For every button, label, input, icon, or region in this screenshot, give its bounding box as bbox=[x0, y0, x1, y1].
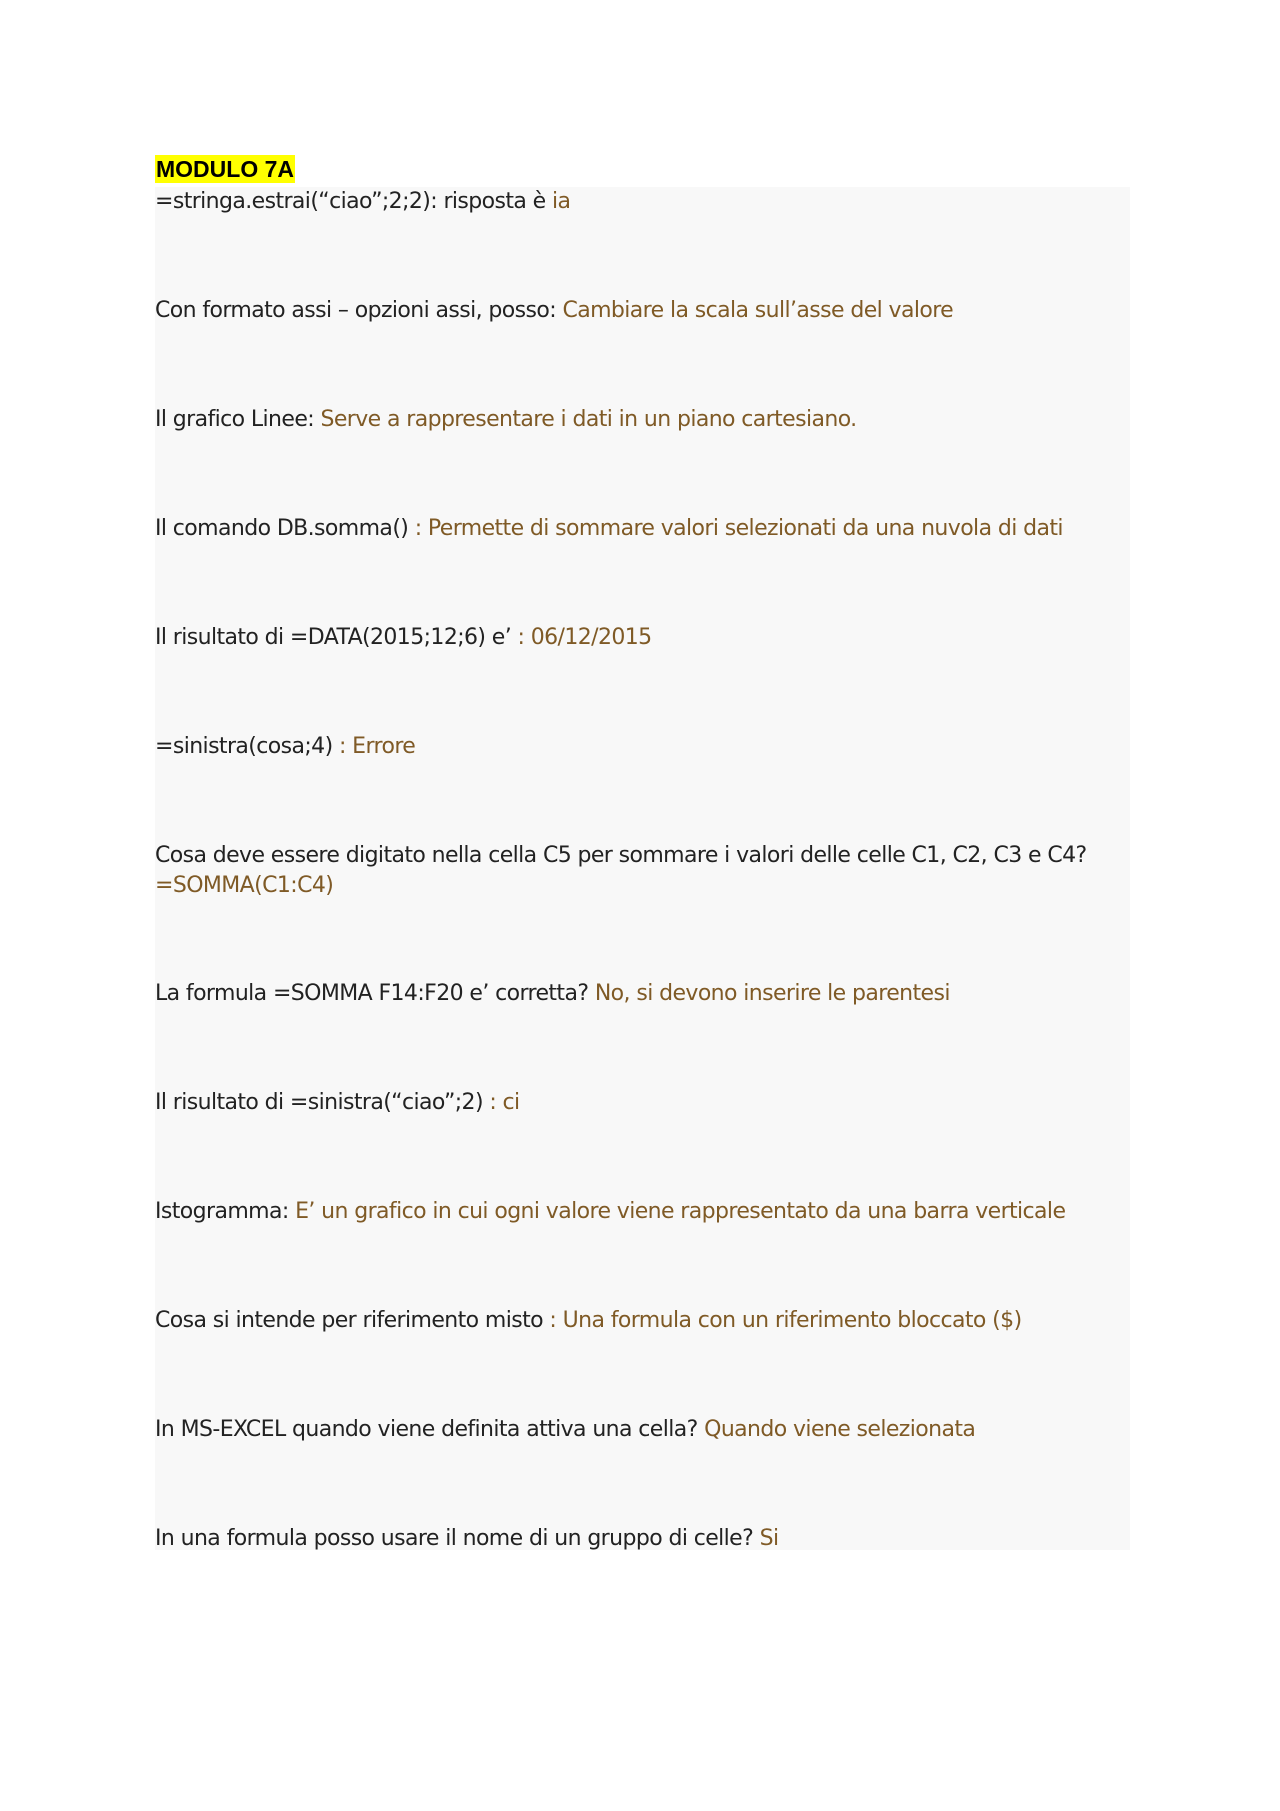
question: =stringa.estrai(“ciao”;2;2): risposta è bbox=[155, 189, 553, 214]
answer: : Errore bbox=[338, 734, 416, 759]
page-title: MODULO 7A bbox=[156, 156, 294, 182]
question: Cosa deve essere digitato nella cella C5 per sommare i valori delle celle C1, C2, C3 e C4? bbox=[155, 843, 1087, 868]
question: Il grafico Linee: bbox=[155, 407, 321, 432]
qa-item-8 bbox=[155, 979, 1130, 1009]
question: Cosa si intende per riferimento misto bbox=[155, 1308, 550, 1333]
qa-item-11 bbox=[155, 1306, 1130, 1336]
qa-item-6 bbox=[155, 732, 1130, 762]
answer: : Una formula con un riferimento bloccato ($) bbox=[549, 1308, 1022, 1333]
answer: Quando viene selezionata bbox=[704, 1417, 976, 1442]
answer: : ci bbox=[489, 1090, 520, 1115]
qa-item-13 bbox=[155, 1524, 1130, 1554]
answer: Cambiare la scala sull’asse del valore bbox=[562, 298, 954, 323]
question: Istogramma: bbox=[155, 1199, 296, 1224]
qa-item-3 bbox=[155, 405, 1130, 435]
question: Il comando DB.somma() bbox=[155, 516, 415, 541]
question: In MS-EXCEL quando viene definita attiva una cella? bbox=[155, 1417, 705, 1442]
qa-item-12 bbox=[155, 1415, 1130, 1445]
question: La formula =SOMMA F14:F20 e’ corretta? bbox=[155, 981, 595, 1006]
question: Il risultato di =DATA(2015;12;6) e’ bbox=[155, 625, 518, 650]
answer: ia bbox=[552, 189, 571, 214]
answer: : Permette di sommare valori selezionati da una nuvola di dati bbox=[414, 516, 1063, 541]
qa-item-4 bbox=[155, 514, 1130, 544]
answer: : 06/12/2015 bbox=[517, 625, 652, 650]
qa-item-7 bbox=[155, 841, 1130, 901]
answer: Serve a rappresentare i dati in un piano cartesiano. bbox=[320, 407, 857, 432]
answer: Si bbox=[759, 1526, 779, 1551]
question: =sinistra(cosa;4) bbox=[155, 734, 339, 759]
answer: E’ un grafico in cui ogni valore viene rappresentato da una barra verticale bbox=[295, 1199, 1066, 1224]
answer: No, si devono inserire le parentesi bbox=[594, 981, 950, 1006]
qa-item-9 bbox=[155, 1088, 1130, 1118]
qa-item-2 bbox=[155, 296, 1130, 326]
qa-item-1 bbox=[155, 187, 1130, 217]
answer: =SOMMA(C1:C4) bbox=[155, 873, 334, 898]
qa-item-5 bbox=[155, 623, 1130, 653]
question: In una formula posso usare il nome di un gruppo di celle? bbox=[155, 1526, 760, 1551]
question: Il risultato di =sinistra(“ciao”;2) bbox=[155, 1090, 490, 1115]
qa-list bbox=[155, 187, 1130, 1550]
qa-item-10 bbox=[155, 1197, 1130, 1227]
question: Con formato assi – opzioni assi, posso: bbox=[155, 298, 563, 323]
